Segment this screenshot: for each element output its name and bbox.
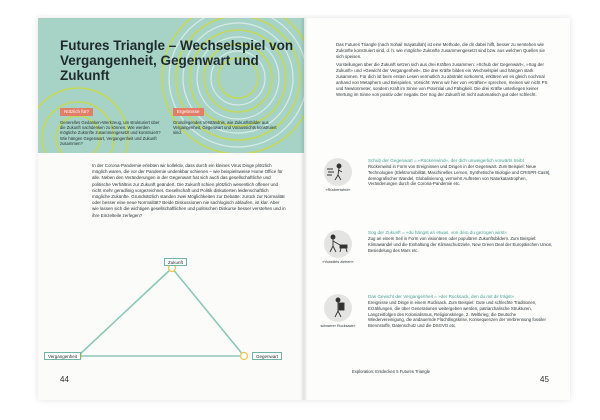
section-heading-3: Das Gewicht der Vergangenheit = »der Rucksack, den du mit dir trägst«: [368, 294, 515, 299]
left-body-text: In der Corona-Pandemie erlebten wir kollektiv, dass durch ein kleines Virus Dinge plötzlich möglich waren, die vor der Pandemie undenkbar schienen – wie beispielsweise Home Office für alle. Neben den Veränderungen in der Gegenwart hat sich auch das gesellschaftliche und politische Verhältnis zur Zukunft geändert. Die Zukunft schien plötzlich wesentlich offener und nicht mehr geradlinig vorgezeichnet. Gesellschaft und Politik diskutierten leidenschaftlich mögliche Zukünfte. Grundsätzlich standen zwei Möglichkeiten zur Debatte: zurück zur Normalität oder besser eine neue Normalität? Beide Diskussionen nie sachlogisch ablaufen, ist klar. Aber wie lassen sich die wichtigen gesellschaftlichen und politischen Diskurse besser verstehen und in ihre Einzelteile zerlegen?: [92, 163, 286, 218]
section-push-present: [368, 158, 554, 187]
results-text: Grundlegendes Verständnis, wie Zukunftsbilder aus Vergangenheit, Gegenwart und Voraussichts konstruiert sind.: [173, 120, 277, 136]
section-heading-1: Schub der Gegenwart = »Rückenwind«, der dich unweigerlich vorwärts treibt: [368, 158, 524, 163]
title-banner: [38, 18, 304, 153]
page-title: Futures Triangle – Wechselspiel von Vergangenheit, Gegenwart und Zukunft: [60, 38, 294, 83]
page-number-right: 45: [540, 375, 549, 384]
tag-useful: Nützlich für?: [60, 108, 93, 116]
triangle-label-future: Zukunft: [164, 258, 187, 266]
wind-walker-figure: [318, 158, 358, 193]
section-caption-3: schwerer Rucksack«: [320, 324, 356, 328]
right-page: [304, 18, 570, 400]
tag-results: Ergebnisse: [173, 108, 204, 116]
useful-text: Generelles Gedanken-Werkzeug, um strukturiert über die Zukunft nachdenken zu können. Wie werden mögliche Zukünfte zusammengesetzt und konstruiert? Wie hängen Gegenwart, Vergangenheit und Zukunft zusammen?: [60, 120, 161, 146]
wind-walker-icon: [324, 158, 352, 186]
book-spread: [38, 18, 570, 400]
intro-paragraph-1: Das Futures Triangle (nach Sohail Inayatullah) ist eine Methode, die dir dabei hilft, besser zu verstehen wie Zukünfte konstruiert sind, d. h. wie mögliche Zukünfte zusammengesetzt sind bzw. aus welchen Quellen sie sich speisen.: [336, 42, 545, 59]
page-number-left: 44: [60, 375, 69, 384]
triangle-node-right: [241, 353, 248, 360]
intro-text: [336, 42, 548, 98]
left-page: [38, 18, 304, 400]
backpack-walker-icon: [324, 294, 352, 322]
section-text-2: Zug an einem Seil in Form von visionären oder populären Zukunftsbildern. Zum Beispiel: Klimawandel und die Einhaltung der Klimaschutzziele, New Green Deal der Europäischen Union, Besiedelung des Mars etc.: [368, 236, 553, 253]
section-weight-past: [368, 294, 554, 329]
running-footer: Exploration: Entdecken 5 Futures Triangle: [352, 369, 430, 374]
futures-triangle-diagram: [38, 258, 304, 388]
book-gutter: [300, 18, 308, 400]
section-heading-2: Sog der Zukunft = »du hängst an etwas, von dem du gezogen wirst«: [368, 230, 508, 235]
section-pull-future: [368, 230, 554, 253]
intro-paragraph-2: Vorstellungen über die Zukunft setzen sich aus drei Kräften zusammen: »Schub der Gegenwart«, »Sog der Zukunft« und »Gewicht der Vergangenheit«. Die drei Kräfte bilden ein Wechselspiel und hängen stark zusammen. Für dich ist beim ersten Lesen vermutlich zu abstrakt vorkommt, erklären wir es gleich nochmal anhand von Metaphern und Beispielen. Vorsicht: Wenn wir hier von »Kräften« sprechen, meinen wir nicht PS und Newtonmeter, sondern Kraft im Sinne von Potential und Fähigkeit. Die drei Kräfte unterliegen keiner Wertung im Sinne von positiv oder negativ. Der Sog der Zukunft ist nicht automatisch gut oder schlecht.: [336, 62, 548, 97]
triangle-label-past: Vergangenheit: [44, 352, 81, 360]
backpack-walker-figure: [318, 294, 358, 329]
section-caption-2: »Vorwärts ziehen«: [322, 260, 354, 264]
section-caption-1: »Rückenwind«: [325, 188, 351, 192]
dog-walker-figure: [318, 230, 358, 265]
section-text-1: Rückenwind in Form von Ereignissen und Dingen in der Gegenwart. Zum Beispiel: Neue Technologien (Elektromobilität, Maschinelles Lernen, Synthetische Biologie und CRISPR-Cas9), demografischer Wandel, Globalisierung, vermehrt Auftreten von Naturkatastrophen, Veränderungen durch die Corona-Pandemie etc.: [368, 164, 551, 187]
section-text-3: Ereignisse und Dinge in einem Rucksack. Zum Beispiel: Gute und schlechte Traditionen, Erzählungen, die über Generationen weitergeben werden, patriarchalische Strukturen, Langzeitfolgen des Kolonialismus, Religionskriege, 2. Weltkrieg, die Deutsche Wiedervereinigung, die andauernde Flüchtlingskrise, Konsequenzen der Verbrennung fossiler Brennstoffe, Datenschutz und die DSGVO etc.: [368, 300, 546, 329]
dog-walker-icon: [324, 230, 352, 258]
triangle-label-present: Gegenwart: [252, 352, 282, 360]
